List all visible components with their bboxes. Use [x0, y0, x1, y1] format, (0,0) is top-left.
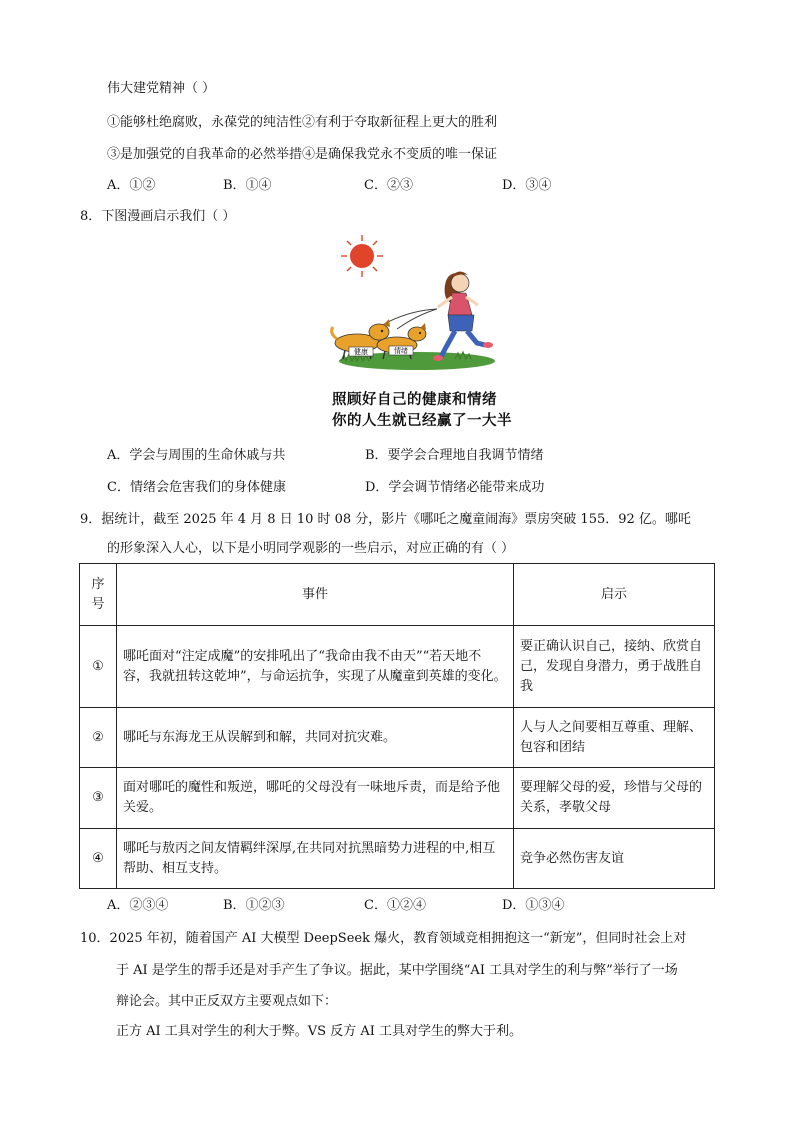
dog-label-health: 健康: [354, 348, 368, 356]
header-number: 序号: [80, 564, 117, 626]
row-event: 哪吒面对“注定成魔”的安排吼出了“我命由我不由天”“若天地不容，我就扭转这乾坤”，与命运抗争，实现了从魔童到英雄的变化。: [117, 626, 514, 708]
table-row: [80, 829, 715, 889]
cartoon-caption: [332, 390, 512, 432]
q10-line-3: 辩论会。其中正反双方主要观点如下：: [116, 994, 338, 1009]
header-insight: 启示: [514, 564, 715, 626]
q8-stem: 8．下图漫画启示我们（ ）: [80, 209, 236, 224]
table-row: [80, 626, 715, 708]
dog-label-emotion: 情绪: [394, 347, 408, 355]
row-event: 哪吒与敖丙之间友情羁绊深厚,在共同对抗黑暗势力进程的中,相互帮助、相互支持。: [117, 829, 514, 889]
girl-walking-icon: [433, 271, 493, 361]
q7-statements-1: ①能够杜绝腐败，永葆党的纯洁性②有利于夺取新征程上更大的胜利: [107, 115, 498, 130]
q9-option-d[interactable]: D．①③④: [502, 898, 565, 913]
row-number: ④: [80, 829, 117, 889]
q9-table: [79, 563, 715, 889]
q10-line-1: 10．2025 年初，随着国产 AI 大模型 DeepSeek 爆火，教育领域竞相拥抱这一“新宠”，但同时社会上对: [80, 931, 687, 946]
q9-stem-2: 的形象深入人心，以下是小明同学观影的一些启示，对应正确的有（ ）: [107, 541, 515, 556]
row-number: ①: [80, 626, 117, 708]
table-row: [80, 768, 715, 829]
row-insight: 竞争必然伤害友谊: [514, 829, 715, 889]
q8-option-b[interactable]: B．要学会合理地自我调节情绪: [365, 448, 544, 463]
q10-line-4: 正方 AI 工具对学生的利大于弊。VS 反方 AI 工具对学生的弊大于利。: [116, 1024, 523, 1039]
row-number: ②: [80, 708, 117, 768]
sun-icon: [341, 235, 383, 277]
table-header-row: [80, 564, 715, 626]
row-number: ③: [80, 768, 117, 829]
row-insight: 要理解父母的爱，珍惜与父母的关系，孝敬父母: [514, 768, 715, 829]
header-event: 事件: [117, 564, 514, 626]
q7-option-b[interactable]: B．①④: [223, 178, 272, 193]
q9-option-c[interactable]: C．①②④: [364, 898, 426, 913]
q8-option-d[interactable]: D．学会调节情绪必能带来成功: [365, 480, 545, 495]
q9-stem-1: 9．据统计，截至 2025 年 4 月 8 日 10 时 08 分，影片《哪吒之魔童闹海》票房突破 155．92 亿。哪吒: [80, 512, 691, 527]
q9-option-a[interactable]: A．②③④: [107, 898, 169, 913]
q8-option-c[interactable]: C．情绪会危害我们的身体健康: [107, 480, 286, 495]
q7-option-a[interactable]: A．①②: [107, 178, 156, 193]
q10-line-2: 于 AI 是学生的帮手还是对手产生了争议。据此，某中学围绕“AI 工具对学生的利与弊”举行了一场: [116, 963, 678, 978]
cartoon-caption-line-1: 照顾好自己的健康和情绪: [332, 392, 497, 408]
row-event: 面对哪吒的魔性和叛逆，哪吒的父母没有一味地斥责，而是给予他关爱。: [117, 768, 514, 829]
q9-option-b[interactable]: B．①②③: [223, 898, 285, 913]
q7-stem: 伟大建党精神（ ）: [107, 81, 216, 96]
table-row: [80, 708, 715, 768]
q7-option-c[interactable]: C．②③: [364, 178, 413, 193]
row-event: 哪吒与东海龙王从误解到和解，共同对抗灾难。: [117, 708, 514, 768]
q7-option-d[interactable]: D．③④: [502, 178, 552, 193]
q8-cartoon: [325, 233, 495, 383]
cartoon-caption-line-2: 你的人生就已经赢了一大半: [332, 413, 512, 429]
row-insight: 要正确认识自己，接纳、欣赏自己，发现自身潜力，勇于战胜自我: [514, 626, 715, 708]
q8-option-a[interactable]: A．学会与周围的生命休戚与共: [107, 448, 286, 463]
row-insight: 人与人之间要相互尊重、理解、包容和团结: [514, 708, 715, 768]
q7-statements-2: ③是加强党的自我革命的必然举措④是确保我党永不变质的唯一保证: [107, 147, 498, 162]
